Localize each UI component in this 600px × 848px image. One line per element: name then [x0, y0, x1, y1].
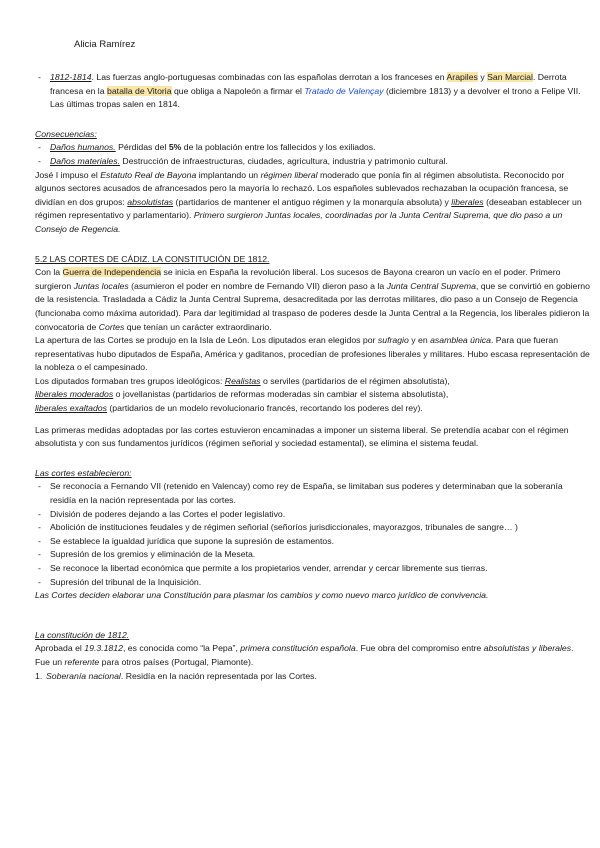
highlight-guerra-independencia: Guerra de Independencia	[62, 267, 162, 278]
establecieron-heading: Las cortes establecieron:	[35, 467, 132, 478]
paragraph-1812-1814: - 1812-1814. Las fuerzas anglo-portuguesas combinadas con las españolas derrotan a los franceses en Arapiles y San Marcial. Derrota francesa en la batalla de Vitoria que obliga a Napoleón a firmar el Tratado de Valençay (diciembre 1813) y a devolver el trono a Felipe VII. Las últimas tropas salen en 1814.	[35, 71, 590, 112]
list-item: - Se reconoce la libertad económica que permite a los propietarios vender, arrendar y cercar libremente sus tierras.	[35, 562, 590, 576]
paragraph-guerra-independencia: Con la Guerra de Independencia se inicia en España la revolución liberal. Los sucesos de Bayona crearon un vacío en el poder. Primero surgieron Juntas locales (asumieron el poder en nombre de Fernando VII) dieron paso a la Junta Central Suprema, que se convirtió en gobierno de la resistencia. Trasladada a Cádiz la Junta Central Suprema, desacreditada por las derrotas militares, dio paso a un Consejo de Regencia (funcionaba como máxima autoridad). Para dar legitimidad al traspaso de poderes desde la Junta Central a la Regencia, los liberales pidieron la convocatoria de Cortes que tenían un carácter extraordinario.	[35, 267, 590, 332]
list-item: - Supresión del tribunal de la Inquisición.	[35, 576, 590, 590]
highlight-arapiles: Arapiles	[446, 72, 478, 82]
conclusion-cortes: Las Cortes deciden elaborar una Constitución para plasmar los cambios y como nuevo marco jurídico de convivencia.	[35, 590, 489, 601]
list-item: - Se reconocía a Fernando VII (retenido en Valencay) como rey de España, se limitaban sus poderes y determinaban que la soberanía residía en la nación representada por las cortes.	[35, 480, 590, 507]
list-item: - División de poderes dejando a las Cortes el poder legislativo.	[35, 508, 590, 522]
list-item: - Abolición de instituciones feudales y de régimen señorial (señoríos jurisdiccionales, mayorazgos, tribunales de sangre… )	[35, 521, 590, 535]
highlight-batalla-vitoria: batalla de Vitoria	[107, 85, 172, 96]
consecuencias-item-humanos: - Daños humanos. Pérdidas del 5% de la población entre los fallecidos y los exiliados.	[35, 141, 590, 155]
list-item: - Se establece la igualdad jurídica que supone la supresión de estamentos.	[35, 535, 590, 549]
consecuencias-item-materiales: - Daños materiales. Destrucción de infraestructuras, ciudades, agricultura, industria y patrimonio cultural.	[35, 155, 590, 169]
constitucion-heading: La constitución de 1812.	[35, 629, 130, 640]
paragraph-grupos-ideologicos: Los diputados formaban tres grupos ideológicos: Realistas o serviles (partidarios de el régimen absolutista), liberales moderados o jovellanistas (partidarios de reformas moderadas sin cambiar el sistema absolutista), liberales exaltados (partidarios de un modelo revolucionario francés, recortando los poderes del rey).	[35, 375, 450, 414]
paragraph-jose-i: José I impuso el Estatuto Real de Bayona implantando un régimen liberal moderado que ponía fin al régimen absolutista. Reconocido por algunos sectores acusados de afrancesados pero la mayoría lo rechazó. Los españoles sublevados rechazaban la ocupación francesa, se dividían en dos grupos: absolutistas (partidarios de mantener el antiguo régimen y la monarquía absoluta) y liberales (deseaban establecer un régimen representativo y parlamentario). Primero surgieron Juntas locales, coordinadas por la Junta Central Suprema, que dio paso a un Consejo de Regencia.	[35, 169, 582, 234]
author-name: Alicia Ramírez	[74, 39, 136, 50]
numbered-item-soberania: 1. Soberanía nacional. Residía en la nación representada por las Cortes.	[35, 670, 317, 681]
list-item: - Supresión de los gremios y eliminación de la Meseta.	[35, 548, 590, 562]
years-1812-1814: 1812-1814	[50, 72, 92, 82]
consecuencias-heading: Consecuencias:	[35, 128, 97, 139]
highlight-san-marcial: San Marcial	[487, 72, 533, 82]
tratado-valencay: Tratado de Valençay	[304, 85, 384, 96]
paragraph-apertura: La apertura de las Cortes se produjo en la Isla de León. Los diputados eran elegidos por sufragio y en asamblea única. Para que fueran representativas hubo diputados de España, América y gaditanos, procedían de profesiones liberales y militares. Hubo escasa representación de la nobleza o el campesinado.	[35, 335, 590, 373]
section-heading-cortes-cadiz: 5.2 LAS CORTES DE CÁDIZ. LA CONSTITUCIÓN DE 1812.	[35, 253, 270, 264]
paragraph-constitucion: Aprobada el 19.3.1812, es conocida como “la Pepa”, primera constitución española. Fue obra del compromiso entre absolutistas y liberales. Fue un referente para otros países (Portugal, Piamonte).	[35, 643, 574, 667]
document-body	[35, 71, 590, 683]
paragraph-primeras-medidas: Las primeras medidas adoptadas por las cortes estuvieron encaminadas a imponer un sistema liberal. Se pretendía acabar con el régimen absolutista y con sus fundamentos jurídicos (régimen señorial y sociedad estamental), se elimina el sistema feudal.	[35, 424, 569, 449]
